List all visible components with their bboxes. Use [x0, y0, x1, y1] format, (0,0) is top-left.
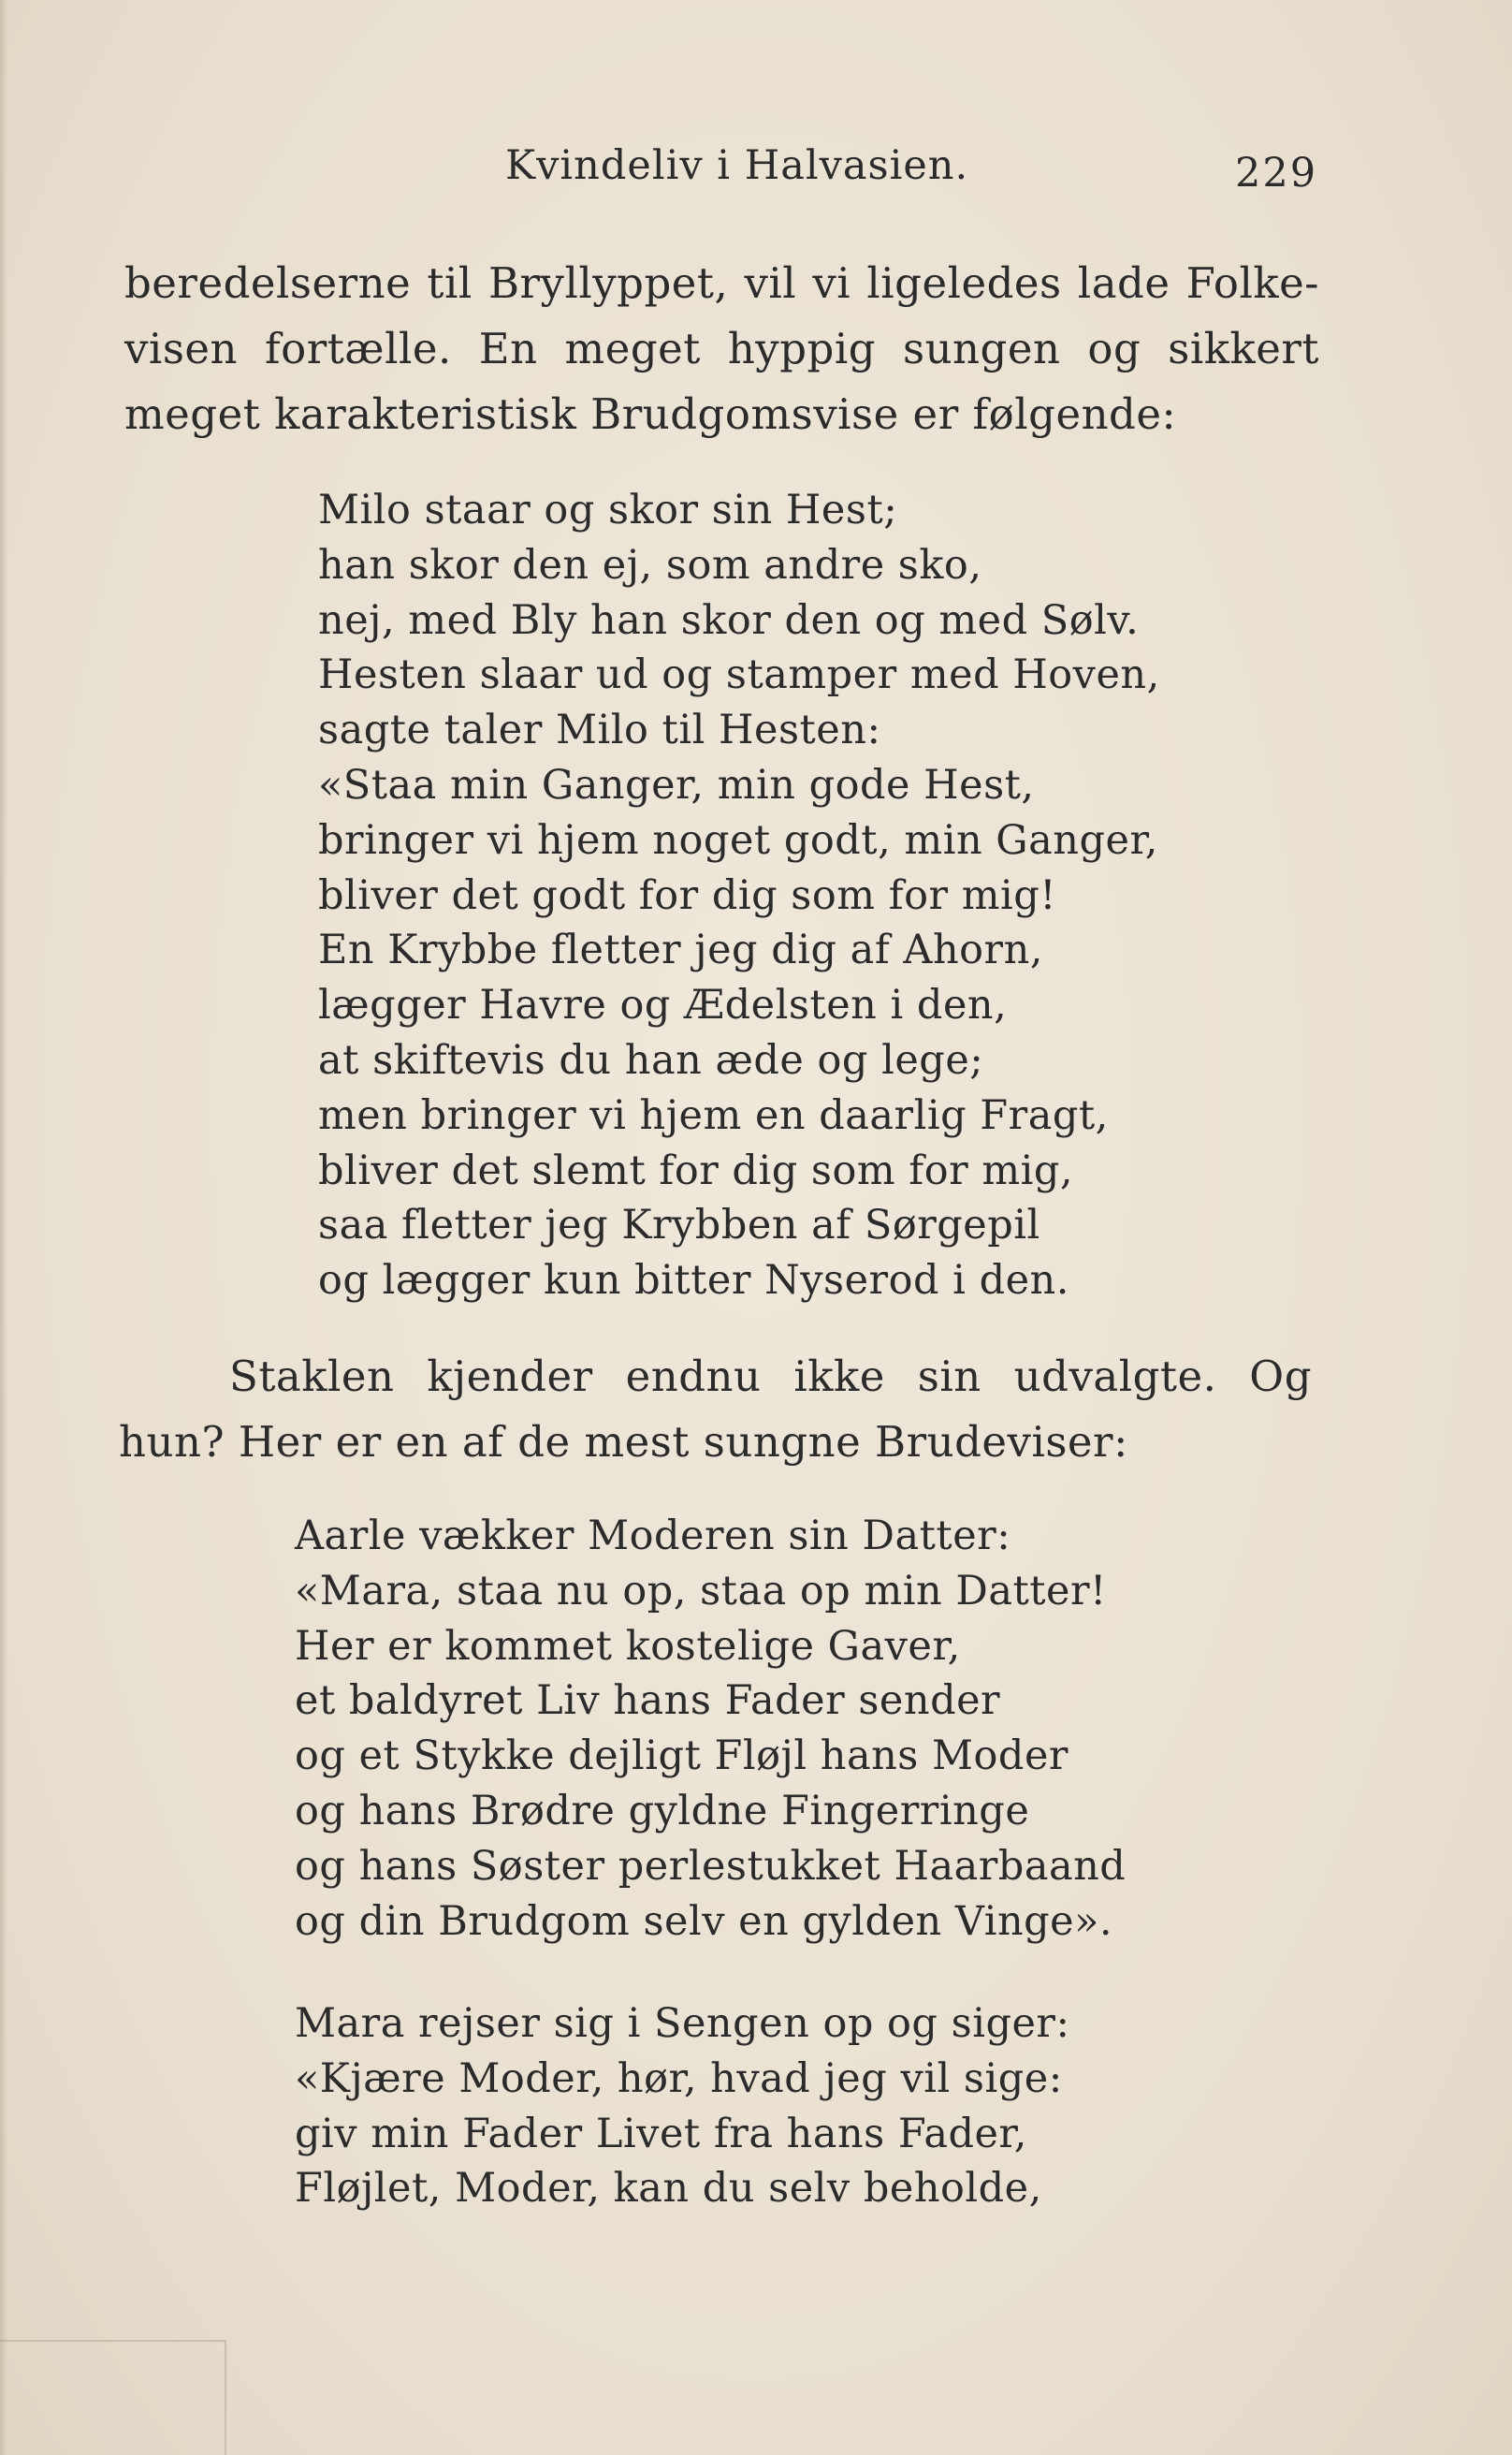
verse-line: giv min Fader Livet fra hans Fader, — [295, 2110, 1027, 2157]
paragraph-intro — [124, 251, 1319, 447]
verse-line: lægger Havre og Ædelsten i den, — [318, 982, 1008, 1030]
page-edge-shadow — [0, 0, 7, 2455]
verse-line: bringer vi hjem noget godt, min Ganger, — [318, 816, 1158, 864]
paragraph-line: beredelserne til Bryllyppet, vil vi ligeledes lade Folke- — [124, 258, 1319, 308]
verse-line: Aarle vækker Moderen sin Datter: — [295, 1512, 1011, 1559]
verse-line: saa fletter jeg Krybben af Sørgepil — [318, 1202, 1040, 1249]
verse-bride-song-part-2 — [295, 1996, 1069, 2216]
verse-line: og hans Søster perlestukket Haarbaand — [295, 1842, 1127, 1890]
verse-line: Mara rejser sig i Sengen op og siger: — [295, 2000, 1070, 2047]
verse-line: men bringer vi hjem en daarlig Fragt, — [318, 1091, 1109, 1139]
verse-line: En Krybbe fletter jeg dig af Ahorn, — [318, 927, 1043, 974]
verse-line: Fløjlet, Moder, kan du selv beholde, — [295, 2165, 1042, 2213]
verse-line: og et Stykke dejligt Fløjl hans Moder — [295, 1732, 1069, 1780]
verse-line: Milo staar og skor sin Hest; — [318, 487, 898, 533]
verse-line: og lægger kun bitter Nyserod i den. — [318, 1257, 1069, 1305]
verse-line: han skor den ej, som andre sko, — [318, 541, 982, 589]
verse-line: et baldyret Liv hans Fader sender — [295, 1677, 1001, 1725]
verse-line: bliver det slemt for dig som for mig, — [318, 1147, 1074, 1194]
verse-line: «Kjære Moder, hør, hvad jeg vil sige: — [295, 2054, 1063, 2102]
verse-bridegroom-song — [318, 483, 1160, 1308]
paragraph-line: hun? Her er en af de mest sungne Brudeviser: — [119, 1417, 1128, 1467]
verse-line: «Staa min Ganger, min gode Hest, — [318, 761, 1035, 809]
verse-line: sagte taler Milo til Hesten: — [318, 707, 881, 754]
verse-line: Her er kommet kostelige Gaver, — [295, 1622, 961, 1670]
paragraph-transition — [119, 1344, 1312, 1475]
verse-line: bliver det godt for dig som for mig! — [318, 871, 1057, 919]
verse-line: og hans Brødre gyldne Fingerringe — [295, 1787, 1030, 1834]
verse-line: «Mara, staa nu op, staa op min Datter! — [295, 1567, 1107, 1615]
verse-line: at skiftevis du han æde og lege; — [318, 1036, 984, 1084]
page-number: 229 — [1235, 150, 1318, 197]
paragraph-line: Staklen kjender endnu ikke sin udvalgte. Og — [229, 1352, 1312, 1401]
running-title: Kvindeliv i Halvasien. — [505, 142, 969, 189]
verse-line: nej, med Bly han skor den og med Sølv. — [318, 596, 1140, 644]
paragraph-line: meget karakteristisk Brudgomsvise er følgende: — [124, 389, 1177, 439]
scan-margin-mark — [0, 2340, 226, 2455]
verse-bride-song-part-1 — [295, 1509, 1126, 1949]
paragraph-line: visen fortælle. En meget hyppig sungen og sikkert — [124, 324, 1319, 373]
verse-line: og din Brudgom selv en gylden Vinge». — [295, 1897, 1113, 1945]
verse-line: Hesten slaar ud og stamper med Hoven, — [318, 651, 1160, 699]
